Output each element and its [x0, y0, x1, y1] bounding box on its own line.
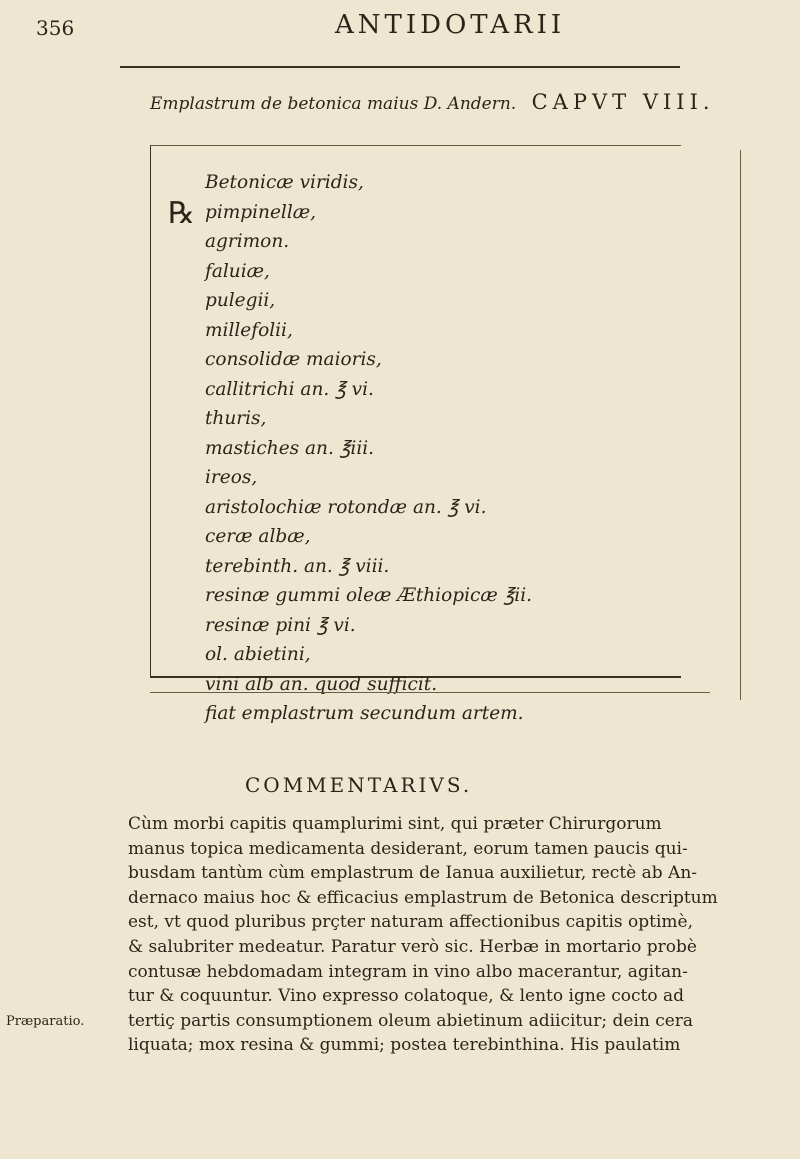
recipe-line: resinæ pini ℥ vi.	[205, 614, 356, 636]
top-rule	[120, 66, 680, 68]
recipe-line: pimpinellæ,	[205, 201, 317, 223]
commentary-line: tur & coquuntur. Vino expresso colatoque, & lento igne cocto ad	[128, 986, 685, 1007]
section-heading	[150, 90, 715, 114]
recipe-line: faluiæ,	[205, 260, 270, 282]
recipe-line: resinæ gummi oleæ Æthiopicæ ℥ii.	[205, 585, 533, 606]
recipe-line: pulegii,	[205, 290, 276, 311]
margin-note: Præparatio.	[6, 1014, 85, 1029]
page-number: 356	[36, 16, 75, 40]
rx-symbol: ℞	[168, 196, 195, 231]
commentary-line: dernaco maius hoc & efficacius emplastrum de Betonica descriptum	[128, 887, 718, 908]
commentary-heading: COMMENTARIVS.	[245, 773, 473, 797]
commentary-line: contusæ hebdomadam integram in vino albo macerantur, agitan-	[128, 961, 688, 982]
commentary-body	[128, 812, 768, 1058]
recipe-line: thuris,	[205, 408, 267, 429]
recipe-list	[205, 168, 532, 729]
commentary-line: & salubriter medeatur. Paratur verò sic. Herbæ in mortario probè	[128, 936, 697, 957]
commentary-line: liquata; mox resina & gummi; postea terebinthina. His paulatim	[128, 1035, 681, 1056]
recipe-line: ol. abietini,	[205, 644, 311, 665]
recipe-line: ireos,	[205, 467, 258, 488]
recipe-line: aristolochiæ rotondæ an. ℥ vi.	[205, 496, 487, 518]
recipe-line: Betonicæ viridis,	[205, 172, 364, 193]
bottom-rule	[150, 692, 710, 693]
commentary-line: manus topica medicamenta desiderant, eorum tamen paucis qui-	[128, 838, 688, 859]
recipe-line: terebinth. an. ℥ viii.	[205, 555, 390, 577]
recipe-line: millefolii,	[205, 319, 293, 341]
recipe-line: agrimon.	[205, 231, 290, 252]
recipe-line: fiat emplastrum secundum artem.	[205, 703, 524, 724]
recipe-line: vini alb an. quod sufficit.	[205, 673, 438, 695]
recipe-line: callitrichi an. ℥ vi.	[205, 378, 374, 400]
recipe-line: ceræ albæ,	[205, 526, 311, 547]
commentary-line: busdam tantùm cùm emplastrum de Ianua auxilietur, rectè ab An-	[128, 863, 698, 884]
commentary-line: Cùm morbi capitis quamplurimi sint, qui præter Chirurgorum	[128, 814, 662, 834]
recipe-frame-right-edge	[740, 150, 741, 700]
commentary-line: est, vt quod pluribus prçter naturam affectionibus capitis optimè,	[128, 912, 693, 933]
recipe-line: consolidæ maioris,	[205, 349, 382, 370]
recipe-line: mastiches an. ℥iii.	[205, 437, 375, 459]
commentary-line: tertiç partis consumptionem oleum abietinum adiicitur; dein cera	[128, 1010, 694, 1031]
caput-label: CAPVT VIII.	[531, 90, 715, 114]
section-title: Emplastrum de betonica maius D. Andern.	[150, 94, 517, 114]
running-head: ANTIDOTARII	[335, 10, 566, 40]
